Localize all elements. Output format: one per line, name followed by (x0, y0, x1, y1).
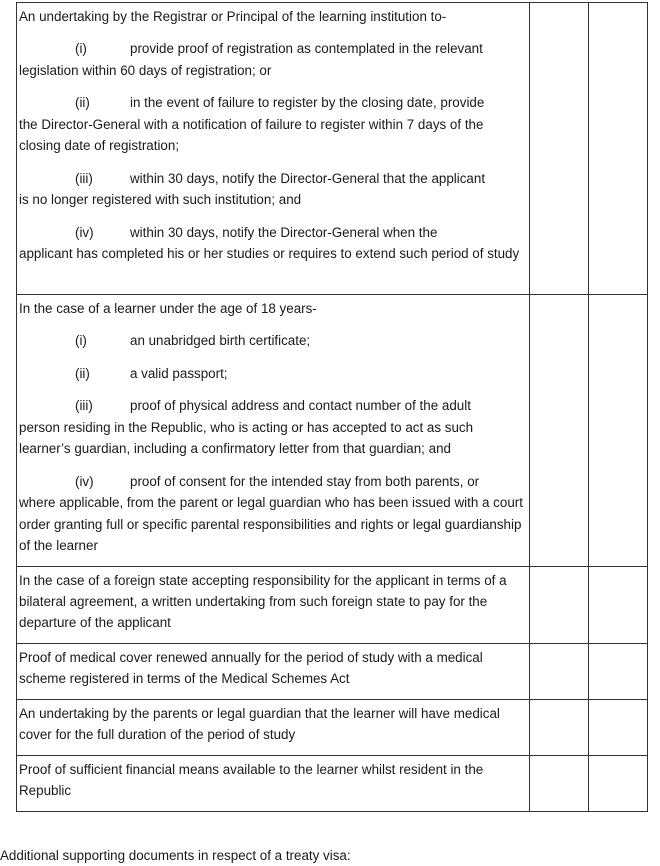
checkbox-cell-a[interactable] (530, 3, 589, 295)
checkbox-cell-b[interactable] (589, 567, 648, 644)
subitem-text: in the event of failure to register by the closing date, provide (130, 95, 485, 110)
requirement-text: In the case of a learner under the age of 18 years- (19, 301, 317, 316)
subitem-number: (iv) (75, 473, 94, 489)
subitem-text: within 30 days, notify the Director-General that the applicant (130, 170, 486, 186)
requirement-description-cell (17, 567, 530, 644)
requirement-description-cell (17, 756, 530, 812)
requirement-description-cell (17, 700, 530, 756)
checkbox-cell-a[interactable] (530, 567, 589, 644)
subitem-text: proof of consent for the intended stay from both parents, or (130, 473, 480, 489)
requirement-row (17, 644, 648, 700)
subitem-text-continued: legislation within 60 days of registration; or (19, 62, 272, 78)
checkbox-cell-b[interactable] (589, 295, 648, 567)
requirement-row (17, 756, 648, 812)
requirement-text: An undertaking by the parents or legal guardian that the learner will have medical cover for the full duration of the period of study (19, 706, 500, 742)
requirements-table-body (17, 3, 648, 812)
requirement-description-cell (17, 644, 530, 700)
checkbox-cell-b[interactable] (589, 3, 648, 295)
checkbox-cell-a[interactable] (530, 295, 589, 567)
subitem-text: within 30 days, notify the Director-General when the (130, 224, 438, 240)
subitem-number: (iii) (75, 170, 93, 186)
subitem-number: (ii) (75, 95, 90, 110)
subitem-number: (iv) (75, 224, 94, 240)
subitem-text-continued: where applicable, from the parent or legal guardian who has been issued with a court order granting full or specific parental responsibilities and rights or legal guardianship of the learner (19, 495, 523, 553)
requirement-row (17, 700, 648, 756)
checkbox-cell-a[interactable] (530, 756, 589, 812)
checkbox-cell-b[interactable] (589, 756, 648, 812)
requirement-row (17, 295, 648, 567)
requirement-subitem (17, 471, 529, 557)
requirement-subitem (17, 168, 529, 211)
requirement-description-cell (17, 295, 530, 567)
requirement-subitem (17, 222, 529, 265)
requirements-table (16, 2, 648, 812)
requirement-subitem (17, 330, 529, 352)
section-footer-text: Additional supporting documents in respect of a treaty visa: (0, 848, 351, 863)
subitem-text-continued: applicant has completed his or her studies or requires to extend such period of study (19, 246, 520, 261)
subitem-number: (i) (75, 41, 87, 56)
requirement-row (17, 3, 648, 295)
checkbox-cell-a[interactable] (530, 644, 589, 700)
requirement-subitem (17, 92, 529, 157)
requirement-text: Proof of medical cover renewed annually for the period of study with a medical scheme registered in terms of the Medical Schemes Act (19, 650, 483, 686)
subitem-number: (iii) (75, 398, 93, 413)
subitem-text-continued: the Director-General with a notification of failure to register within 7 days of the closing date of registration; (19, 116, 484, 153)
requirement-subitem (17, 38, 529, 81)
subitem-text-continued: person residing in the Republic, who is acting or has accepted to act as such learner’s guardian, including a confirmatory letter from that guardian; and (19, 419, 474, 456)
requirement-row (17, 567, 648, 644)
requirement-subitem (17, 395, 529, 460)
requirement-text: Proof of sufficient financial means available to the learner whilst resident in the Republic (19, 762, 484, 798)
requirement-description-cell (17, 3, 530, 295)
requirement-text: In the case of a foreign state accepting responsibility for the applicant in terms of a bilateral agreement, a written undertaking from such foreign state to pay for the departure of the applicant (19, 573, 507, 630)
checkbox-cell-b[interactable] (589, 644, 648, 700)
subitem-text: provide proof of registration as contemplated in the relevant (130, 41, 483, 56)
subitem-number: (i) (75, 333, 87, 348)
requirement-subitem (17, 363, 529, 385)
subitem-text: a valid passport; (130, 365, 228, 381)
subitem-text: proof of physical address and contact number of the adult (130, 398, 471, 413)
checkbox-cell-b[interactable] (589, 700, 648, 756)
subitem-number: (ii) (75, 365, 90, 381)
subitem-text-continued: is no longer registered with such institution; and (19, 192, 302, 207)
subitem-text: an unabridged birth certificate; (130, 333, 311, 348)
checkbox-cell-a[interactable] (530, 700, 589, 756)
requirement-text: An undertaking by the Registrar or Principal of the learning institution to- (19, 9, 447, 24)
